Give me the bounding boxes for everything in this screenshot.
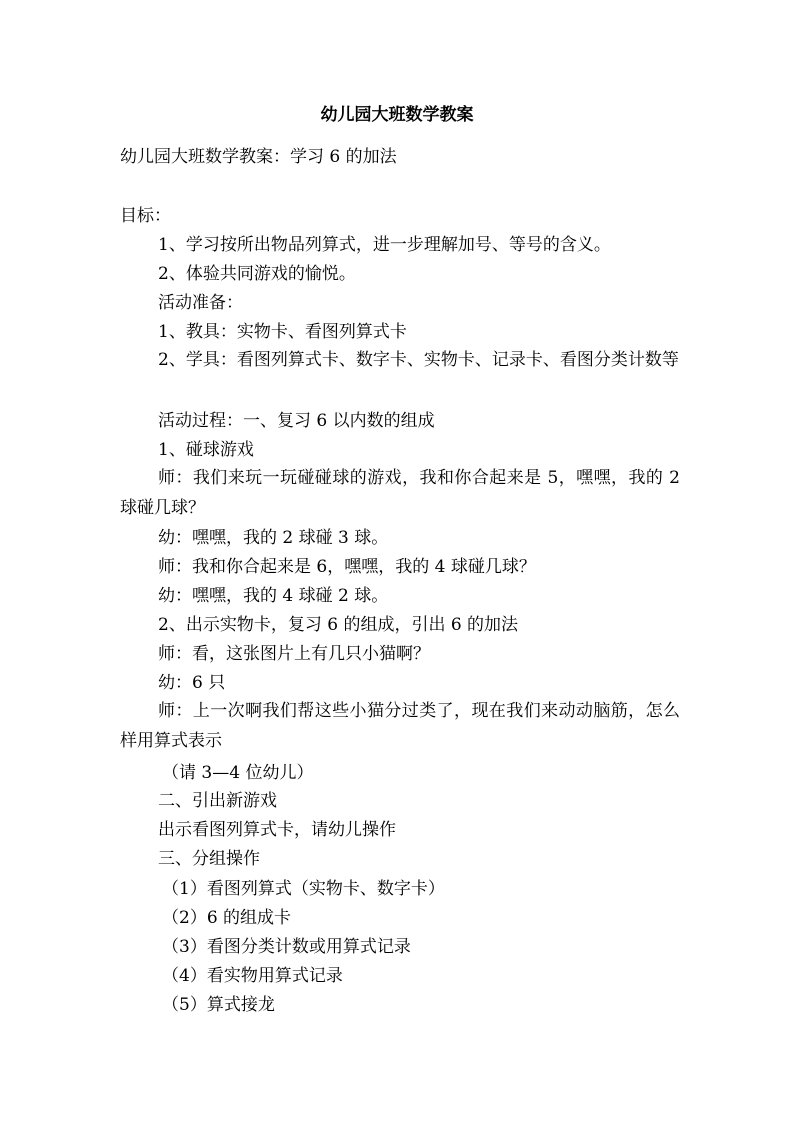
dialogue-child-2: 幼：嘿嘿，我的 4 球碰 2 球。: [158, 586, 389, 606]
goal-item-2: 2、体验共同游戏的愉悦。: [158, 264, 356, 284]
group-item-1: （1）看图列算式（实物卡、数字卡）: [162, 879, 445, 899]
dialogue-child-1: 幼：嘿嘿，我的 2 球碰 3 球。: [158, 528, 389, 548]
document-title: 幼儿园大班数学教案: [320, 105, 474, 125]
document-subtitle: 幼儿园大班数学教案：学习 6 的加法: [120, 147, 397, 167]
process-heading: 活动过程：一、复习 6 以内数的组成: [158, 411, 435, 431]
section-2-body: 出示看图列算式卡，请幼儿操作: [158, 820, 396, 840]
prep-item-1: 1、教具：实物卡、看图列算式卡: [158, 322, 407, 342]
dialogue-child-3: 幼：6 只: [158, 673, 226, 693]
section-2-heading: 二、引出新游戏: [158, 791, 277, 811]
dialogue-teacher-2: 师：我和你合起来是 6，嘿嘿，我的 4 球碰几球？: [158, 557, 536, 577]
step-2-heading: 2、出示实物卡，复习 6 的组成，引出 6 的加法: [158, 615, 519, 635]
group-item-3: （3）看图分类计数或用算式记录: [162, 937, 411, 957]
dialogue-teacher-4: 师：上一次啊我们帮这些小猫分过类了，现在我们来动动脑筋，怎么样用算式表示: [120, 701, 680, 751]
goal-heading: 目标：: [120, 206, 171, 226]
group-item-4: （4）看实物用算式记录: [162, 966, 343, 986]
goal-item-1: 1、学习按所出物品列算式，进一步理解加号、等号的含义。: [158, 235, 611, 255]
section-3-heading: 三、分组操作: [158, 849, 260, 869]
group-item-5: （5）算式接龙: [162, 995, 275, 1015]
note-participants: （请 3—4 位幼儿）: [162, 763, 314, 783]
dialogue-teacher-1: 师：我们来玩一玩碰碰球的游戏，我和你合起来是 5，嘿嘿，我的 2 球碰几球？: [120, 468, 680, 518]
step-1-heading: 1、碰球游戏: [158, 440, 254, 460]
prep-item-2: 2、学具：看图列算式卡、数字卡、实物卡、记录卡、看图分类计数等: [158, 350, 679, 370]
group-item-2: （2）6 的组成卡: [162, 908, 292, 928]
prep-heading: 活动准备：: [158, 293, 243, 313]
dialogue-teacher-3: 师：看，这张图片上有几只小猫啊？: [158, 644, 430, 664]
